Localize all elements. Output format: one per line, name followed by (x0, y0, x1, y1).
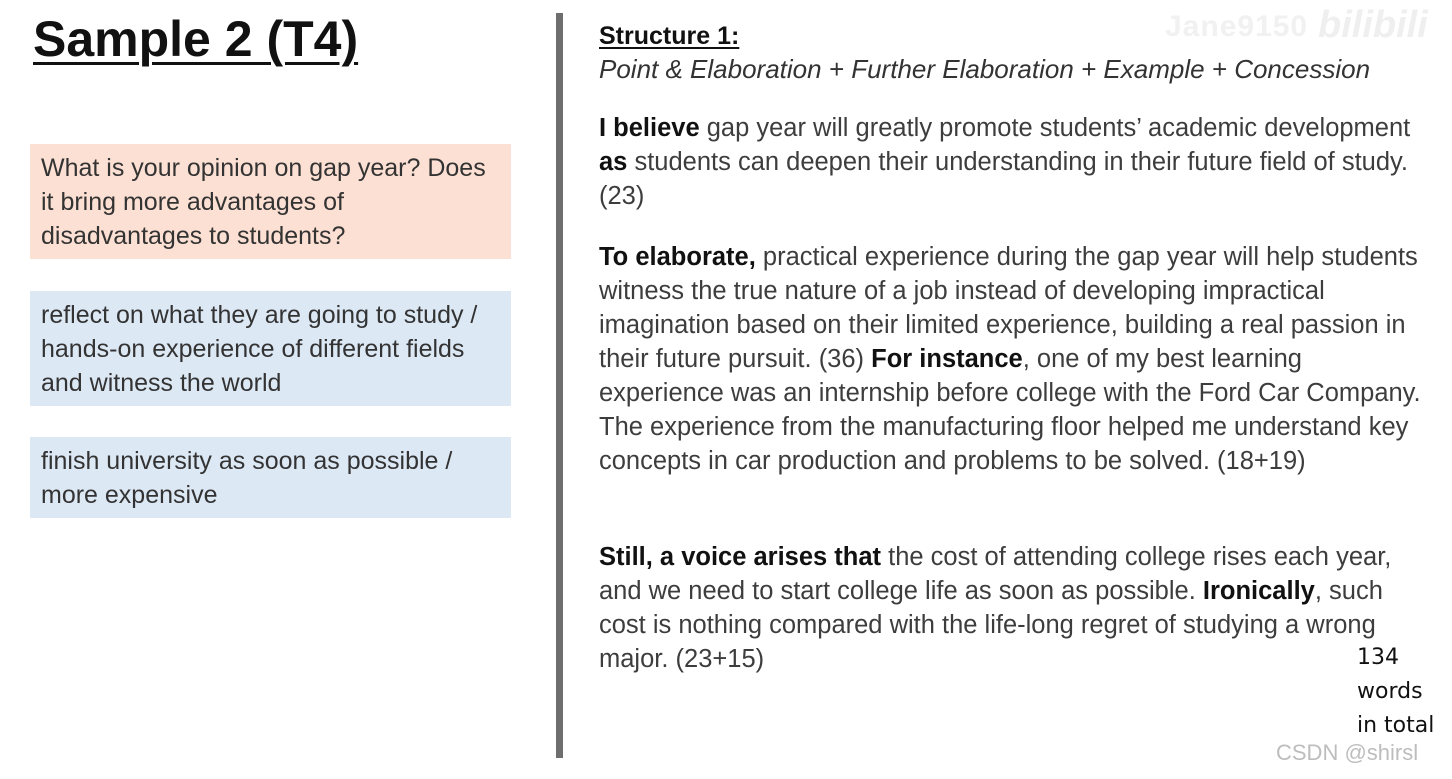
paragraph-concession (599, 540, 1429, 676)
watermark-user: Jane9150 (1165, 10, 1309, 43)
paragraph-text: gap year will greatly promote students’ academic development (699, 114, 1411, 142)
csdn-watermark: CSDN @shirsl (1276, 740, 1419, 765)
paragraph-text: the cost of attending college rises each year, and we need to start college life as soon as possible. (599, 543, 1392, 605)
bilibili-logo-watermark: bilibili (1318, 4, 1428, 46)
paragraph-text: , one of my best learning experience was an internship before college with the Ford Car Company. The experience from the manufacturing floor helped me understand key concepts in car production and problems to be solved. (18+19) (599, 345, 1421, 475)
paragraph-point (599, 111, 1429, 213)
paragraph-text: students can deepen their understanding in their future field of study. (23) (599, 148, 1408, 210)
bold-phrase: To elaborate, (599, 243, 756, 271)
bold-phrase: Ironically (1202, 577, 1315, 605)
prompt-box: What is your opinion on gap year? Does it bring more advantages of disadvantages to students? (30, 144, 511, 259)
structure-heading: Structure 1: (599, 22, 740, 50)
paragraph-text: practical experience during the gap year will help students witness the true nature of a job instead of developing impractical imagination based on their limited experience, building a real passion in their future pursuit. (36) (599, 243, 1418, 373)
paragraph-elaboration (599, 240, 1429, 478)
bold-phrase: as (599, 148, 628, 176)
bold-phrase: For instance (871, 345, 1023, 373)
word-count-note: 134 words in total (1357, 645, 1435, 738)
vertical-divider (556, 13, 563, 758)
bold-phrase: I believe (599, 114, 700, 142)
slide-title: Sample 2 (T4) (33, 11, 359, 67)
structure-description: Point & Elaboration + Further Elaboration + Example + Concession (599, 54, 1371, 84)
advantages-box: reflect on what they are going to study / hands-on experience of different fields and witness the world (30, 291, 511, 406)
bold-phrase: Still, a voice arises that (599, 543, 882, 571)
disadvantages-box: finish university as soon as possible / more expensive (30, 437, 511, 518)
paragraph-text: , such cost is nothing compared with the life-long regret of studying a wrong major. (23+15) (599, 577, 1383, 673)
